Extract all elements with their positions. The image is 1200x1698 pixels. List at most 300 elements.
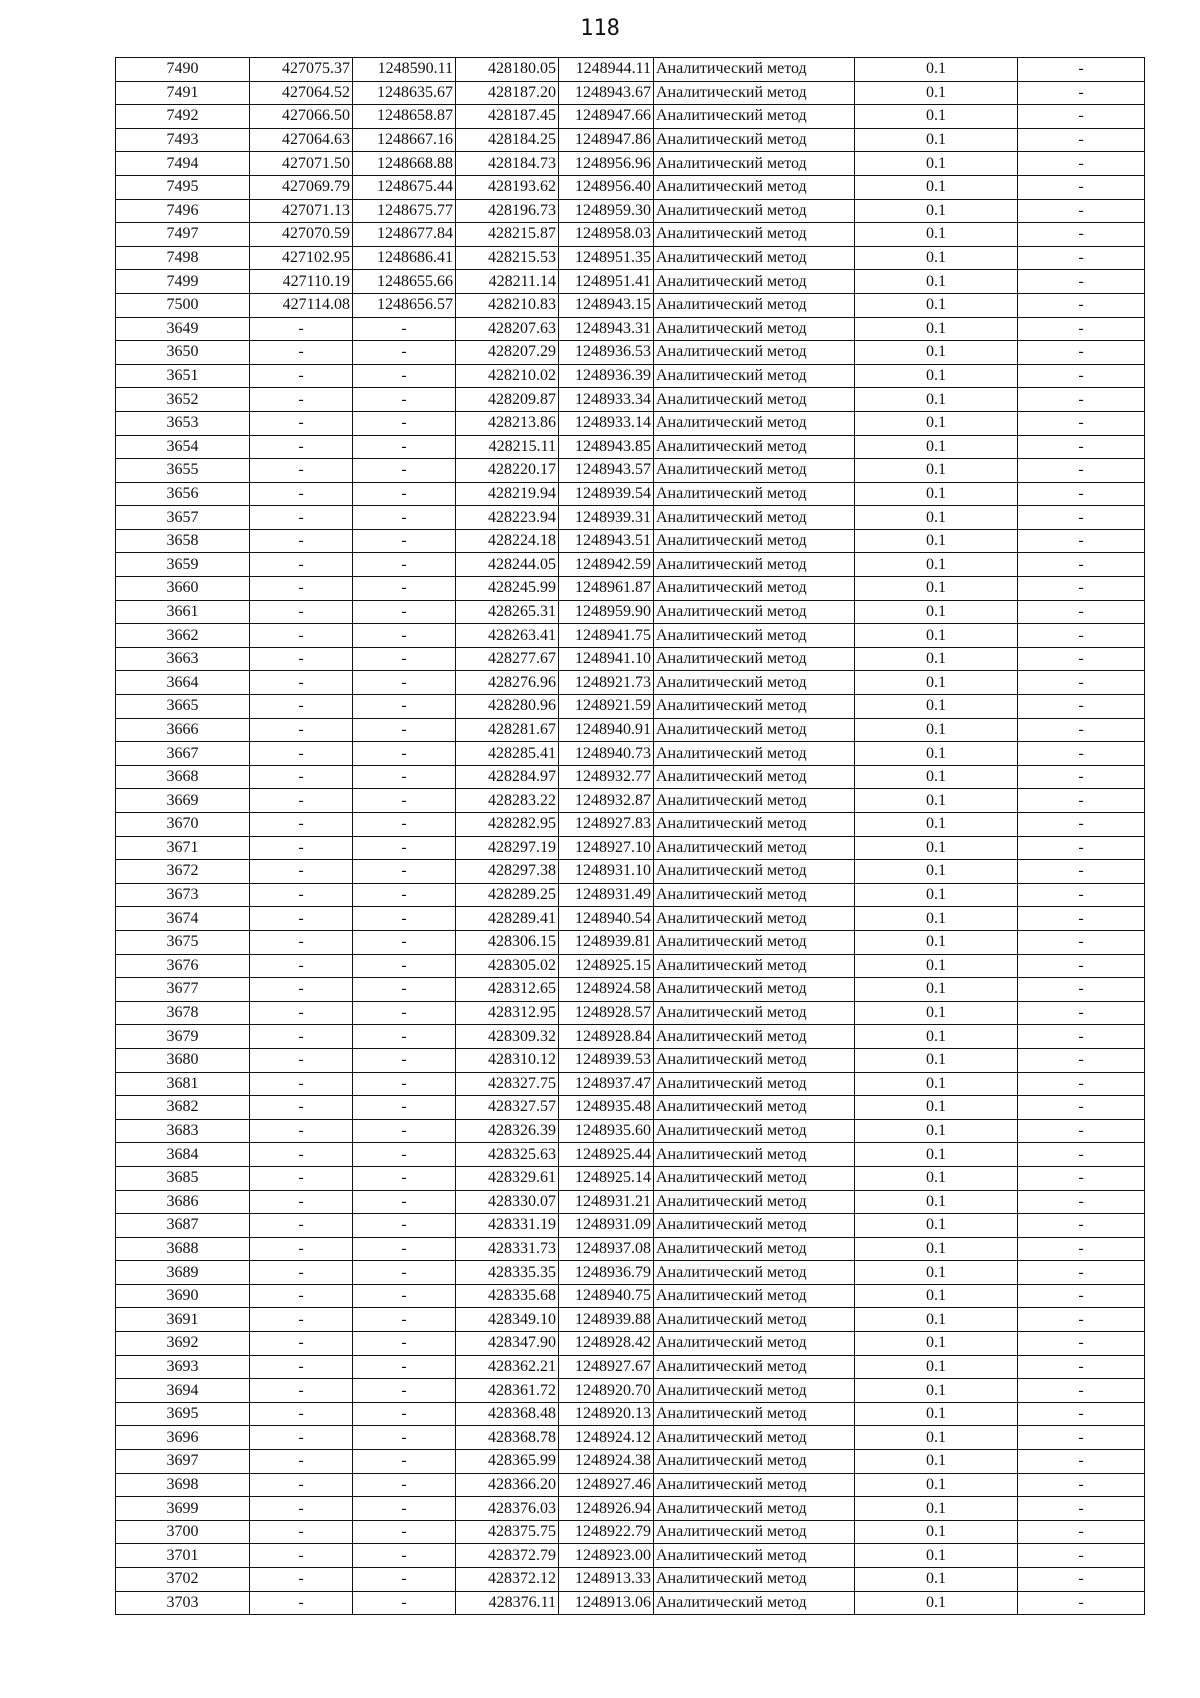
point-id-cell: 3687: [116, 1214, 250, 1238]
accuracy-cell: 0.1: [855, 81, 1018, 105]
old-x-cell: -: [250, 1379, 353, 1403]
old-x-cell: -: [250, 529, 353, 553]
new-x-cell: 428376.03: [456, 1497, 559, 1521]
note-cell: -: [1018, 529, 1145, 553]
note-cell: -: [1018, 718, 1145, 742]
accuracy-cell: 0.1: [855, 1001, 1018, 1025]
accuracy-cell: 0.1: [855, 364, 1018, 388]
new-y-cell: 1248956.40: [559, 175, 654, 199]
table-row: [116, 954, 1145, 978]
new-x-cell: 428335.68: [456, 1284, 559, 1308]
method-cell: Аналитический метод: [654, 978, 855, 1002]
new-y-cell: 1248924.12: [559, 1426, 654, 1450]
new-y-cell: 1248935.48: [559, 1096, 654, 1120]
old-x-cell: -: [250, 671, 353, 695]
point-id-cell: 3661: [116, 600, 250, 624]
method-cell: Аналитический метод: [654, 1237, 855, 1261]
note-cell: -: [1018, 293, 1145, 317]
old-y-cell: -: [353, 624, 456, 648]
old-x-cell: -: [250, 1426, 353, 1450]
old-y-cell: -: [353, 1025, 456, 1049]
old-y-cell: -: [353, 577, 456, 601]
new-y-cell: 1248941.10: [559, 647, 654, 671]
old-y-cell: -: [353, 1591, 456, 1615]
table-row: [116, 1450, 1145, 1474]
accuracy-cell: 0.1: [855, 482, 1018, 506]
new-x-cell: 428281.67: [456, 718, 559, 742]
point-id-cell: 3702: [116, 1568, 250, 1592]
new-x-cell: 428282.95: [456, 813, 559, 837]
new-x-cell: 428297.38: [456, 860, 559, 884]
old-y-cell: -: [353, 1190, 456, 1214]
note-cell: -: [1018, 105, 1145, 129]
method-cell: Аналитический метод: [654, 1591, 855, 1615]
point-id-cell: 3695: [116, 1402, 250, 1426]
table-row: [116, 1025, 1145, 1049]
note-cell: -: [1018, 128, 1145, 152]
new-x-cell: 428224.18: [456, 529, 559, 553]
new-y-cell: 1248940.54: [559, 907, 654, 931]
note-cell: -: [1018, 341, 1145, 365]
new-x-cell: 428215.53: [456, 246, 559, 270]
accuracy-cell: 0.1: [855, 270, 1018, 294]
accuracy-cell: 0.1: [855, 388, 1018, 412]
method-cell: Аналитический метод: [654, 270, 855, 294]
note-cell: -: [1018, 1450, 1145, 1474]
table-row: [116, 1048, 1145, 1072]
accuracy-cell: 0.1: [855, 954, 1018, 978]
note-cell: -: [1018, 1119, 1145, 1143]
accuracy-cell: 0.1: [855, 883, 1018, 907]
accuracy-cell: 0.1: [855, 128, 1018, 152]
method-cell: Аналитический метод: [654, 411, 855, 435]
page-number: 118: [580, 16, 620, 41]
table-row: [116, 836, 1145, 860]
table-row: [116, 1544, 1145, 1568]
method-cell: Аналитический метод: [654, 128, 855, 152]
new-y-cell: 1248913.06: [559, 1591, 654, 1615]
old-x-cell: -: [250, 435, 353, 459]
old-y-cell: -: [353, 1048, 456, 1072]
table-row: [116, 1143, 1145, 1167]
accuracy-cell: 0.1: [855, 246, 1018, 270]
accuracy-cell: 0.1: [855, 978, 1018, 1002]
old-x-cell: -: [250, 341, 353, 365]
method-cell: Аналитический метод: [654, 695, 855, 719]
old-x-cell: -: [250, 1001, 353, 1025]
method-cell: Аналитический метод: [654, 1025, 855, 1049]
old-y-cell: -: [353, 789, 456, 813]
old-x-cell: -: [250, 577, 353, 601]
table-row: [116, 175, 1145, 199]
table-row: [116, 293, 1145, 317]
method-cell: Аналитический метод: [654, 1096, 855, 1120]
new-x-cell: 428184.25: [456, 128, 559, 152]
old-y-cell: 1248686.41: [353, 246, 456, 270]
note-cell: -: [1018, 1143, 1145, 1167]
note-cell: -: [1018, 954, 1145, 978]
table-row: [116, 341, 1145, 365]
method-cell: Аналитический метод: [654, 1190, 855, 1214]
new-y-cell: 1248920.13: [559, 1402, 654, 1426]
old-y-cell: -: [353, 1072, 456, 1096]
point-id-cell: 3650: [116, 341, 250, 365]
point-id-cell: 3663: [116, 647, 250, 671]
table-row: [116, 1119, 1145, 1143]
old-y-cell: -: [353, 718, 456, 742]
point-id-cell: 3653: [116, 411, 250, 435]
new-y-cell: 1248931.49: [559, 883, 654, 907]
new-y-cell: 1248947.66: [559, 105, 654, 129]
method-cell: Аналитический метод: [654, 246, 855, 270]
new-y-cell: 1248943.31: [559, 317, 654, 341]
old-y-cell: -: [353, 1308, 456, 1332]
new-y-cell: 1248939.54: [559, 482, 654, 506]
method-cell: Аналитический метод: [654, 482, 855, 506]
table-row: [116, 671, 1145, 695]
old-y-cell: 1248675.44: [353, 175, 456, 199]
note-cell: -: [1018, 647, 1145, 671]
accuracy-cell: 0.1: [855, 930, 1018, 954]
method-cell: Аналитический метод: [654, 223, 855, 247]
note-cell: -: [1018, 883, 1145, 907]
point-id-cell: 3685: [116, 1166, 250, 1190]
method-cell: Аналитический метод: [654, 317, 855, 341]
old-x-cell: -: [250, 1025, 353, 1049]
accuracy-cell: 0.1: [855, 1308, 1018, 1332]
point-id-cell: 7492: [116, 105, 250, 129]
table-row: [116, 223, 1145, 247]
point-id-cell: 7498: [116, 246, 250, 270]
old-y-cell: -: [353, 553, 456, 577]
old-y-cell: -: [353, 1473, 456, 1497]
old-x-cell: 427071.13: [250, 199, 353, 223]
new-y-cell: 1248931.21: [559, 1190, 654, 1214]
point-id-cell: 3671: [116, 836, 250, 860]
old-y-cell: -: [353, 765, 456, 789]
method-cell: Аналитический метод: [654, 175, 855, 199]
method-cell: Аналитический метод: [654, 907, 855, 931]
table-row: [116, 388, 1145, 412]
new-x-cell: 428284.97: [456, 765, 559, 789]
old-x-cell: -: [250, 1048, 353, 1072]
point-id-cell: 7497: [116, 223, 250, 247]
note-cell: -: [1018, 1166, 1145, 1190]
new-x-cell: 428329.61: [456, 1166, 559, 1190]
new-y-cell: 1248939.31: [559, 506, 654, 530]
method-cell: Аналитический метод: [654, 364, 855, 388]
new-y-cell: 1248943.67: [559, 81, 654, 105]
old-y-cell: -: [353, 506, 456, 530]
note-cell: -: [1018, 270, 1145, 294]
table-row: [116, 1001, 1145, 1025]
accuracy-cell: 0.1: [855, 671, 1018, 695]
new-x-cell: 428289.41: [456, 907, 559, 931]
method-cell: Аналитический метод: [654, 341, 855, 365]
note-cell: -: [1018, 1096, 1145, 1120]
method-cell: Аналитический метод: [654, 1308, 855, 1332]
table-row: [116, 482, 1145, 506]
old-y-cell: -: [353, 1096, 456, 1120]
old-x-cell: -: [250, 1402, 353, 1426]
old-y-cell: -: [353, 883, 456, 907]
point-id-cell: 3665: [116, 695, 250, 719]
old-y-cell: -: [353, 695, 456, 719]
method-cell: Аналитический метод: [654, 1001, 855, 1025]
note-cell: -: [1018, 978, 1145, 1002]
method-cell: Аналитический метод: [654, 1473, 855, 1497]
old-x-cell: 427071.50: [250, 152, 353, 176]
old-x-cell: -: [250, 1119, 353, 1143]
point-id-cell: 3666: [116, 718, 250, 742]
new-y-cell: 1248927.46: [559, 1473, 654, 1497]
note-cell: -: [1018, 435, 1145, 459]
accuracy-cell: 0.1: [855, 1166, 1018, 1190]
method-cell: Аналитический метод: [654, 1544, 855, 1568]
old-x-cell: -: [250, 317, 353, 341]
note-cell: -: [1018, 411, 1145, 435]
old-x-cell: -: [250, 388, 353, 412]
note-cell: -: [1018, 152, 1145, 176]
note-cell: -: [1018, 1025, 1145, 1049]
table-row: [116, 978, 1145, 1002]
point-id-cell: 3662: [116, 624, 250, 648]
point-id-cell: 3652: [116, 388, 250, 412]
point-id-cell: 3701: [116, 1544, 250, 1568]
accuracy-cell: 0.1: [855, 223, 1018, 247]
method-cell: Аналитический метод: [654, 742, 855, 766]
table-row: [116, 435, 1145, 459]
accuracy-cell: 0.1: [855, 647, 1018, 671]
new-y-cell: 1248924.58: [559, 978, 654, 1002]
new-x-cell: 428210.83: [456, 293, 559, 317]
note-cell: -: [1018, 317, 1145, 341]
table-row: [116, 600, 1145, 624]
point-id-cell: 3668: [116, 765, 250, 789]
old-x-cell: -: [250, 860, 353, 884]
old-x-cell: -: [250, 978, 353, 1002]
accuracy-cell: 0.1: [855, 907, 1018, 931]
note-cell: -: [1018, 506, 1145, 530]
new-y-cell: 1248940.75: [559, 1284, 654, 1308]
method-cell: Аналитический метод: [654, 789, 855, 813]
note-cell: -: [1018, 742, 1145, 766]
accuracy-cell: 0.1: [855, 175, 1018, 199]
table-row: [116, 1497, 1145, 1521]
point-id-cell: 7494: [116, 152, 250, 176]
point-id-cell: 3689: [116, 1261, 250, 1285]
old-x-cell: -: [250, 907, 353, 931]
old-y-cell: -: [353, 411, 456, 435]
method-cell: Аналитический метод: [654, 1379, 855, 1403]
point-id-cell: 7490: [116, 58, 250, 82]
table-row: [116, 1096, 1145, 1120]
new-y-cell: 1248932.87: [559, 789, 654, 813]
method-cell: Аналитический метод: [654, 1520, 855, 1544]
new-x-cell: 428280.96: [456, 695, 559, 719]
table-row: [116, 647, 1145, 671]
accuracy-cell: 0.1: [855, 459, 1018, 483]
accuracy-cell: 0.1: [855, 1402, 1018, 1426]
old-x-cell: -: [250, 1332, 353, 1356]
new-y-cell: 1248942.59: [559, 553, 654, 577]
old-y-cell: -: [353, 1143, 456, 1167]
note-cell: -: [1018, 388, 1145, 412]
old-y-cell: -: [353, 364, 456, 388]
old-x-cell: 427075.37: [250, 58, 353, 82]
table-row: [116, 529, 1145, 553]
table-row: [116, 718, 1145, 742]
old-x-cell: 427069.79: [250, 175, 353, 199]
method-cell: Аналитический метод: [654, 671, 855, 695]
old-x-cell: 427110.19: [250, 270, 353, 294]
old-y-cell: -: [353, 529, 456, 553]
accuracy-cell: 0.1: [855, 1025, 1018, 1049]
note-cell: -: [1018, 199, 1145, 223]
accuracy-cell: 0.1: [855, 624, 1018, 648]
method-cell: Аналитический метод: [654, 718, 855, 742]
old-y-cell: 1248655.66: [353, 270, 456, 294]
new-y-cell: 1248921.73: [559, 671, 654, 695]
accuracy-cell: 0.1: [855, 1048, 1018, 1072]
point-id-cell: 3697: [116, 1450, 250, 1474]
method-cell: Аналитический метод: [654, 435, 855, 459]
old-y-cell: -: [353, 1568, 456, 1592]
old-x-cell: 427064.52: [250, 81, 353, 105]
new-x-cell: 428347.90: [456, 1332, 559, 1356]
accuracy-cell: 0.1: [855, 1190, 1018, 1214]
new-y-cell: 1248936.79: [559, 1261, 654, 1285]
point-id-cell: 7499: [116, 270, 250, 294]
new-x-cell: 428209.87: [456, 388, 559, 412]
new-x-cell: 428327.57: [456, 1096, 559, 1120]
old-x-cell: -: [250, 600, 353, 624]
new-x-cell: 428223.94: [456, 506, 559, 530]
method-cell: Аналитический метод: [654, 199, 855, 223]
coordinates-table: [115, 57, 1145, 1615]
accuracy-cell: 0.1: [855, 529, 1018, 553]
old-y-cell: -: [353, 1332, 456, 1356]
old-x-cell: -: [250, 1520, 353, 1544]
new-x-cell: 428184.73: [456, 152, 559, 176]
new-y-cell: 1248939.81: [559, 930, 654, 954]
note-cell: -: [1018, 459, 1145, 483]
table-row: [116, 459, 1145, 483]
new-x-cell: 428213.86: [456, 411, 559, 435]
new-x-cell: 428263.41: [456, 624, 559, 648]
new-x-cell: 428305.02: [456, 954, 559, 978]
note-cell: -: [1018, 1379, 1145, 1403]
new-y-cell: 1248940.73: [559, 742, 654, 766]
old-x-cell: -: [250, 624, 353, 648]
note-cell: -: [1018, 907, 1145, 931]
table-row: [116, 860, 1145, 884]
accuracy-cell: 0.1: [855, 1284, 1018, 1308]
old-x-cell: -: [250, 1355, 353, 1379]
point-id-cell: 3688: [116, 1237, 250, 1261]
note-cell: -: [1018, 624, 1145, 648]
accuracy-cell: 0.1: [855, 742, 1018, 766]
new-x-cell: 428187.45: [456, 105, 559, 129]
accuracy-cell: 0.1: [855, 152, 1018, 176]
note-cell: -: [1018, 1402, 1145, 1426]
table-row: [116, 270, 1145, 294]
table-row: [116, 1332, 1145, 1356]
old-y-cell: -: [353, 742, 456, 766]
table-row: [116, 1072, 1145, 1096]
point-id-cell: 3700: [116, 1520, 250, 1544]
point-id-cell: 3669: [116, 789, 250, 813]
old-x-cell: -: [250, 1450, 353, 1474]
point-id-cell: 3691: [116, 1308, 250, 1332]
old-y-cell: -: [353, 388, 456, 412]
accuracy-cell: 0.1: [855, 600, 1018, 624]
new-y-cell: 1248943.85: [559, 435, 654, 459]
point-id-cell: 3692: [116, 1332, 250, 1356]
old-y-cell: -: [353, 1119, 456, 1143]
accuracy-cell: 0.1: [855, 860, 1018, 884]
new-y-cell: 1248944.11: [559, 58, 654, 82]
method-cell: Аналитический метод: [654, 459, 855, 483]
accuracy-cell: 0.1: [855, 553, 1018, 577]
point-id-cell: 3676: [116, 954, 250, 978]
old-y-cell: -: [353, 1355, 456, 1379]
new-x-cell: 428365.99: [456, 1450, 559, 1474]
new-x-cell: 428361.72: [456, 1379, 559, 1403]
point-id-cell: 3673: [116, 883, 250, 907]
new-x-cell: 428215.87: [456, 223, 559, 247]
new-y-cell: 1248925.15: [559, 954, 654, 978]
new-y-cell: 1248940.91: [559, 718, 654, 742]
new-x-cell: 428196.73: [456, 199, 559, 223]
old-y-cell: -: [353, 860, 456, 884]
table-row: [116, 577, 1145, 601]
method-cell: Аналитический метод: [654, 1355, 855, 1379]
new-y-cell: 1248937.08: [559, 1237, 654, 1261]
new-x-cell: 428180.05: [456, 58, 559, 82]
old-x-cell: -: [250, 1072, 353, 1096]
new-x-cell: 428375.75: [456, 1520, 559, 1544]
accuracy-cell: 0.1: [855, 1261, 1018, 1285]
method-cell: Аналитический метод: [654, 1332, 855, 1356]
point-id-cell: 3649: [116, 317, 250, 341]
old-x-cell: -: [250, 954, 353, 978]
note-cell: -: [1018, 1591, 1145, 1615]
old-x-cell: 427066.50: [250, 105, 353, 129]
method-cell: Аналитический метод: [654, 577, 855, 601]
method-cell: Аналитический метод: [654, 293, 855, 317]
accuracy-cell: 0.1: [855, 317, 1018, 341]
new-x-cell: 428276.96: [456, 671, 559, 695]
table-row: [116, 1261, 1145, 1285]
old-y-cell: 1248635.67: [353, 81, 456, 105]
old-y-cell: -: [353, 1001, 456, 1025]
note-cell: -: [1018, 81, 1145, 105]
table-row: [116, 1166, 1145, 1190]
table-row: [116, 907, 1145, 931]
old-y-cell: -: [353, 1237, 456, 1261]
point-id-cell: 3655: [116, 459, 250, 483]
new-y-cell: 1248927.10: [559, 836, 654, 860]
note-cell: -: [1018, 1237, 1145, 1261]
table-row: [116, 411, 1145, 435]
table-row: [116, 246, 1145, 270]
note-cell: -: [1018, 553, 1145, 577]
note-cell: -: [1018, 364, 1145, 388]
new-y-cell: 1248931.09: [559, 1214, 654, 1238]
note-cell: -: [1018, 1568, 1145, 1592]
new-x-cell: 428312.65: [456, 978, 559, 1002]
